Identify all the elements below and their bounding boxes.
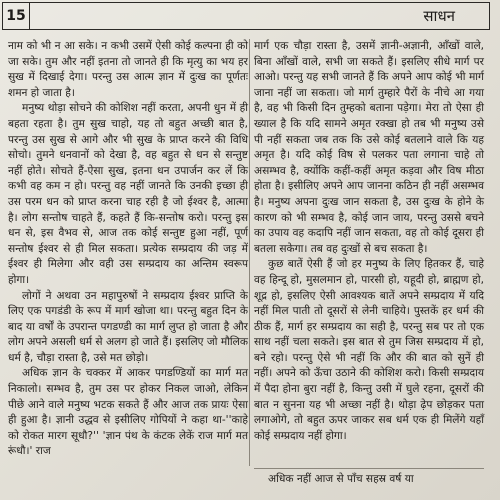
right-column [254,39,484,444]
left-column [8,39,248,460]
paragraph: मनुष्य थोड़ा सोचने की कोशिश नहीं करता, अपनी धुन में ही बहता रहता है। तुम सुख चाहो, यह तो बहुत अच्छी बात है, परन्तु उस सुख से आगे और भी सुख के प्राप्त करने की विधि सोचो। तुमने धनवानों को देखा है, वह बहुत से धन से सन्तुष्ट नहीं होते। सोचते हैं-ऐसा सुख, इतना धन उपार्जन कर लें कि कभी वह कम न हो। परन्तु वह नहीं जानते कि उनकी इच्छा ही उस परम धन को प्राप्त करना चाह रही है जो ईश्वर है, आत्मा है। लोग सन्तोष चाहते हैं, कहते हैं कि-सन्तोष करो। परन्तु इस धन से, इस वैभव से, आज तक कोई सन्तुष्ट हुआ नहीं, पूर्ण सन्तोष ईश्वर से ही मिल सकता। प्रत्येक सम्प्रदाय की जड़ में ईश्वर ही मिलेगा और वही उस सम्प्रदाय का अन्तिम स्वरूप होगा। [8,102,248,286]
paragraph: कुछ बातें ऐसी हैं जो हर मनुष्य के लिए हितकर हैं, चाहे वह हिन्दू हो, मुसलमान हो, पारसी हो, यहूदी हो, ब्राह्मण हो, शूद्र हो, इसलिए ऐसी आवश्यक बातें अपने सम्प्रदाय में यदि नहीं मिल पाती तो दूसरों से लेनी चाहिये। पुस्तकें हर धर्म की ठीक हैं, मार्ग हर सम्प्रदाय का सही है, परन्तु सब पर तो एक साथ नहीं चला सकते। इस बात से तुम जिस सम्प्रदाय में हो, बने रहो। परन्तु ऐसे भी नहीं कि और की बात को सुनें ही नहीं। अपने को ऊँचा उठाने की कोशिश करो। किसी सम्प्रदाय में पैदा होना बुरा नहीं है, किन्तु उसी में घुले रहना, दूसरों की बात न सुनना यह भी अच्छा नहीं है। थोड़ा ढ़ेप छोड़कर पता लगाओगे, तो बहुत ऊपर जाकर सब धर्म एक ही मिलेंगे यहाँ कोई सम्प्रदाय नहीं होगा। [254,258,484,442]
column-divider [249,39,250,466]
paragraph: अधिक ज्ञान के चक्कर में आकर पगडण्डियों का मार्ग मत निकालो। सम्भव है, तुम उस पर होकर निकल जाओ, लेकिन पीछे आने वाले मनुष्य भटक सकते हैं और आज तक प्रायः ऐसा ही हुआ है। ज्ञानी उद्धव से इसीलिए गोपियों ने कहा था-''काहे को रोकत मारग सूधौ?'' 'ज्ञान पंथ के कंटक लेकें राज मार्ग मत रूंधौ।' राज [8,367,248,458]
paragraph: मार्ग एक चौड़ा रास्ता है, उसमें ज्ञानी-अज्ञानी, आँखों वाले, बिना आँखों वाले, सभी जा सकते हैं। इसलिए सीधे मार्ग पर आओ। परन्तु यह सभी जानते हैं कि अपने आप कोई भी मार्ग जाना नहीं जा सकता। जो मार्ग तुम्हारे पैरों के नीचे आ गया है, वह भी किसी दिन तुम्हको बताना पड़ेगा। मेरा तो ऐसा ही ख्याल है कि यदि सामने अमृत रक्खा हो तब भी मनुष्य उसे पी नहीं सकता जब तक कि उसे कोई बतलाने वाले कि यह अमृत है। यदि कोई विष से पलकर पता लगाना चाहे तो असम्भव है, क्योंकि कहीं-कहीं अमृत कड़वा और विष मीठा होता है। इसीलिए अपने आप जानना कठिन ही नहीं असम्भव है। मनुष्य अपना दुःख जान सकता है, उस दुःख के होने के कारण को भी सम्भव है, कोई जान जाय, परन्तु उससे बचने का उपाय वह कदापि नहीं जान सकता, वह तो कोई दूसरा ही बतला सकेगा। तब वह दुःखों से बच सकता है। [254,40,484,255]
running-head: साधन [423,7,455,25]
paragraph-start: अधिक नहीं आज से पाँच सहस्र वर्ष या [268,473,414,485]
page-header [2,2,490,30]
page-number: 15 [3,3,30,29]
section-rule [254,468,484,469]
paragraph: लोगों ने अथवा उन महापुरुषों ने सम्प्रदाय ईश्वर प्राप्ति के लिए एक पगडंडी के रूप में मार्ग खोजा था। परन्तु बहुत दिन के बाद या वर्षों के उपरान्त पगडण्डी का मार्ग लुप्त हो जाता है और लोग अपने असली धर्म से अलग हो जाते हैं। इसलिए जो मौलिक धर्म है, चौड़ा रास्ता है, उसे मत छोड़ो। [8,289,248,364]
paragraph: नाम को भी न आ सके। न कभी उसमें ऐसी कोई कल्पना ही को जा सके। तुम और नहीं इतना तो जानते ही कि मृत्यु का भय हर सुख में दिखाई देगा। परन्तु उस आत्म ज्ञान में दुःख का पूर्णतः शमन हो जाता है। [8,40,248,99]
